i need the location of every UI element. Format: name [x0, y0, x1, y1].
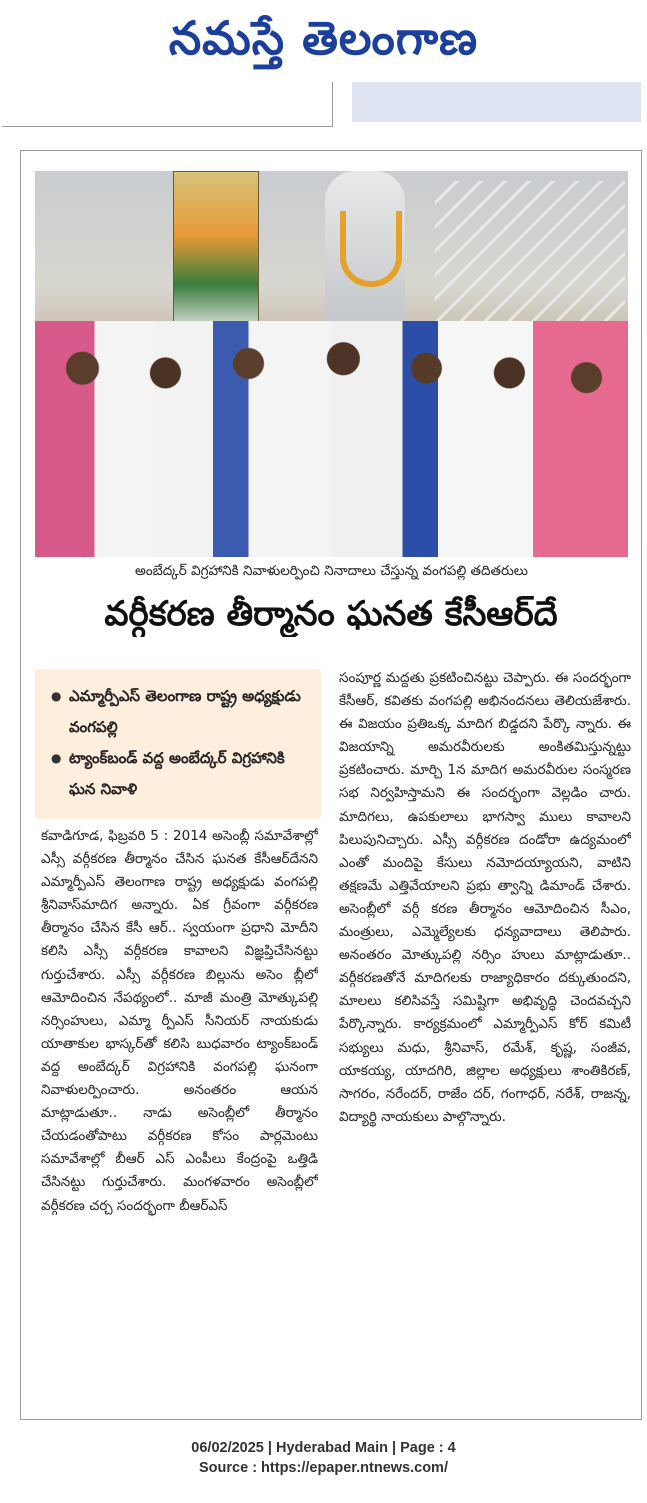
edition-info: 06/02/2025 | Hyderabad Main | Page : 4 [191, 1440, 456, 1456]
article-photo [35, 171, 628, 557]
photo-caption: అంబేద్కర్ విగ్రహానికి నివాళులర్పించి నినాదాలు చేస్తున్న వంగపల్లి తదితరులు [135, 563, 528, 579]
photo-garland [340, 211, 402, 287]
highlight-item: ● ఎమ్మార్పీఎస్ తెలంగాణ రాష్ట్ర అధ్యక్షుడు వంగపల్లి [49, 681, 311, 743]
article-body-column-right [339, 667, 631, 1377]
body-text-right: సంపూర్ణ మద్దతు ప్రకటించినట్టు చెప్పారు. ఈ సందర్భంగా కేసీఆర్, కవితకు వంగపల్లి అభినందనలు తెలియజేశారు. ఈ విజయం ప్రతిఒక్క మాదిగ బిడ్డదని పేర్కొ న్నారు. ఈ విజయాన్ని అమరవీరులకు అంకితమిస్తున్నట్టు ప్రకటించారు. మార్చి 1న మాదిగ అమరవీరుల సంస్మరణ సభ నిర్వహిస్తామని ఈ సందర్భంగా వెల్లడిం చారు. మాదిగలు, ఉపకులాలు భాగస్వా ములు కావాలని పిలుపునిచ్చారు. ఎస్సీ వర్గీకరణ దండోరా ఉద్యమంలో ఎంతో మందిపై కేసులు నమోదయ్యాయని, వాటిని తక్షణమే ఎత్తివేయాలని ప్రభు త్వాన్ని డిమాండ్ చేశారు. అసెంబ్లీలో వర్గీ కరణ తీర్మానం ఆమోదించిన సీఎం, మంత్రులు, ఎమ్మెల్యేలకు ధన్యవాదాలు తెలిపారు. అనంతరం మోత్కుపల్లి నర్సిం హులు మాట్లాడుతూ.. వర్గీకరణతోనే మాదిగలకు రాజ్యాధికారం దక్కుతుందని, మాలలు కలిసివస్తే సమిష్టిగా అభివృద్ధి చెందవచ్చని పేర్కొన్నారు. కార్యక్రమంలో ఎమ్మార్పీఎస్ కోర్ కమిటీ సభ్యులు మధు, శ్రీనివాస్, రమేశ్, కృష్ణ, సంజీవ, యాకయ్య, యాదగిరి, జిల్లాల అధ్యక్షులు శాంతికిరణ్, సాగరం, నరేందర్, రాజేం దర్, గంగాధర్, నరేశ్, రాజన్న, విద్యార్థి నాయకులు పాల్గొన్నారు. [339, 670, 631, 1125]
photo-crowd [35, 321, 628, 557]
page-footer [0, 1438, 647, 1478]
adjacent-article-fragment-right [352, 82, 641, 122]
source-link[interactable]: Source : https://epaper.ntnews.com/ [199, 1460, 448, 1476]
photo-banner-poster [173, 171, 259, 333]
highlight-item: ● ట్యాంక్‌బండ్ వద్ద అంబేద్కర్ విగ్రహానికి ఘన నివాళి [49, 743, 311, 805]
adjacent-article-fragment-left [2, 82, 333, 127]
news-article [20, 150, 642, 1420]
article-body-column-left [41, 825, 318, 1370]
newspaper-logo: నమస్తే తెలంగాణ [168, 11, 479, 65]
highlights-box [35, 669, 321, 819]
masthead [0, 0, 647, 82]
body-text-left: కవాడిగూడ, ఫిబ్రవరి 5 : 2014 అసెంబ్లీ సమావేశాల్లో ఎస్సీ వర్గీకరణ తీర్మానం చేసిన ఘనత కేసీఆర్‌దేనని ఎమ్మార్పీఎస్ తెలంగాణ రాష్ట్ర అధ్యక్షుడు వంగపల్లి శ్రీనివాస్‌మాదిగ అన్నారు. ఏక గ్రీవంగా వర్గీకరణ తీర్మానం చేసిన కేసీ ఆర్.. స్వయంగా ప్రధాని మోదీని కలిసి ఎస్సీ వర్గీకరణ కావాలని విజ్ఞప్తిచేసినట్టు గుర్తుచేశారు. ఎస్సీ వర్గీకరణ బిల్లును అసెం బ్లీలో ఆమోదించిన నేపథ్యంలో.. మాజీ మంత్రి మోత్కుపల్లి నర్సింహులు, ఎమ్మా ర్పీఎస్ సీనియర్ నాయకుడు యాతాకుల భాస్కర్‌తో కలిసి బుధవారం ట్యాంక్‌బండ్ వద్ద అంబేద్కర్ విగ్రహానికి వంగపల్లి ఘనంగా నివాళులర్పించారు. అనంతరం ఆయన మాట్లాడుతూ.. నాడు అసెంబ్లీలో తీర్మానం చేయడంతోపాటు వర్గీకరణ కోసం పార్లమెంటు సమావేశాల్లో బీఆర్ ఎస్ ఎంపీలు కేంద్రంపై ఒత్తిడి చేసినట్టు గుర్తుచేశారు. మంగళవారం అసెంబ్లీలో వర్గీకరణ చర్చ సందర్భంగా బీఆర్‌ఎస్ [41, 828, 318, 1214]
article-headline: వర్గీకరణ తీర్మానం ఘనత కేసీఆర్‌దే [104, 594, 558, 634]
